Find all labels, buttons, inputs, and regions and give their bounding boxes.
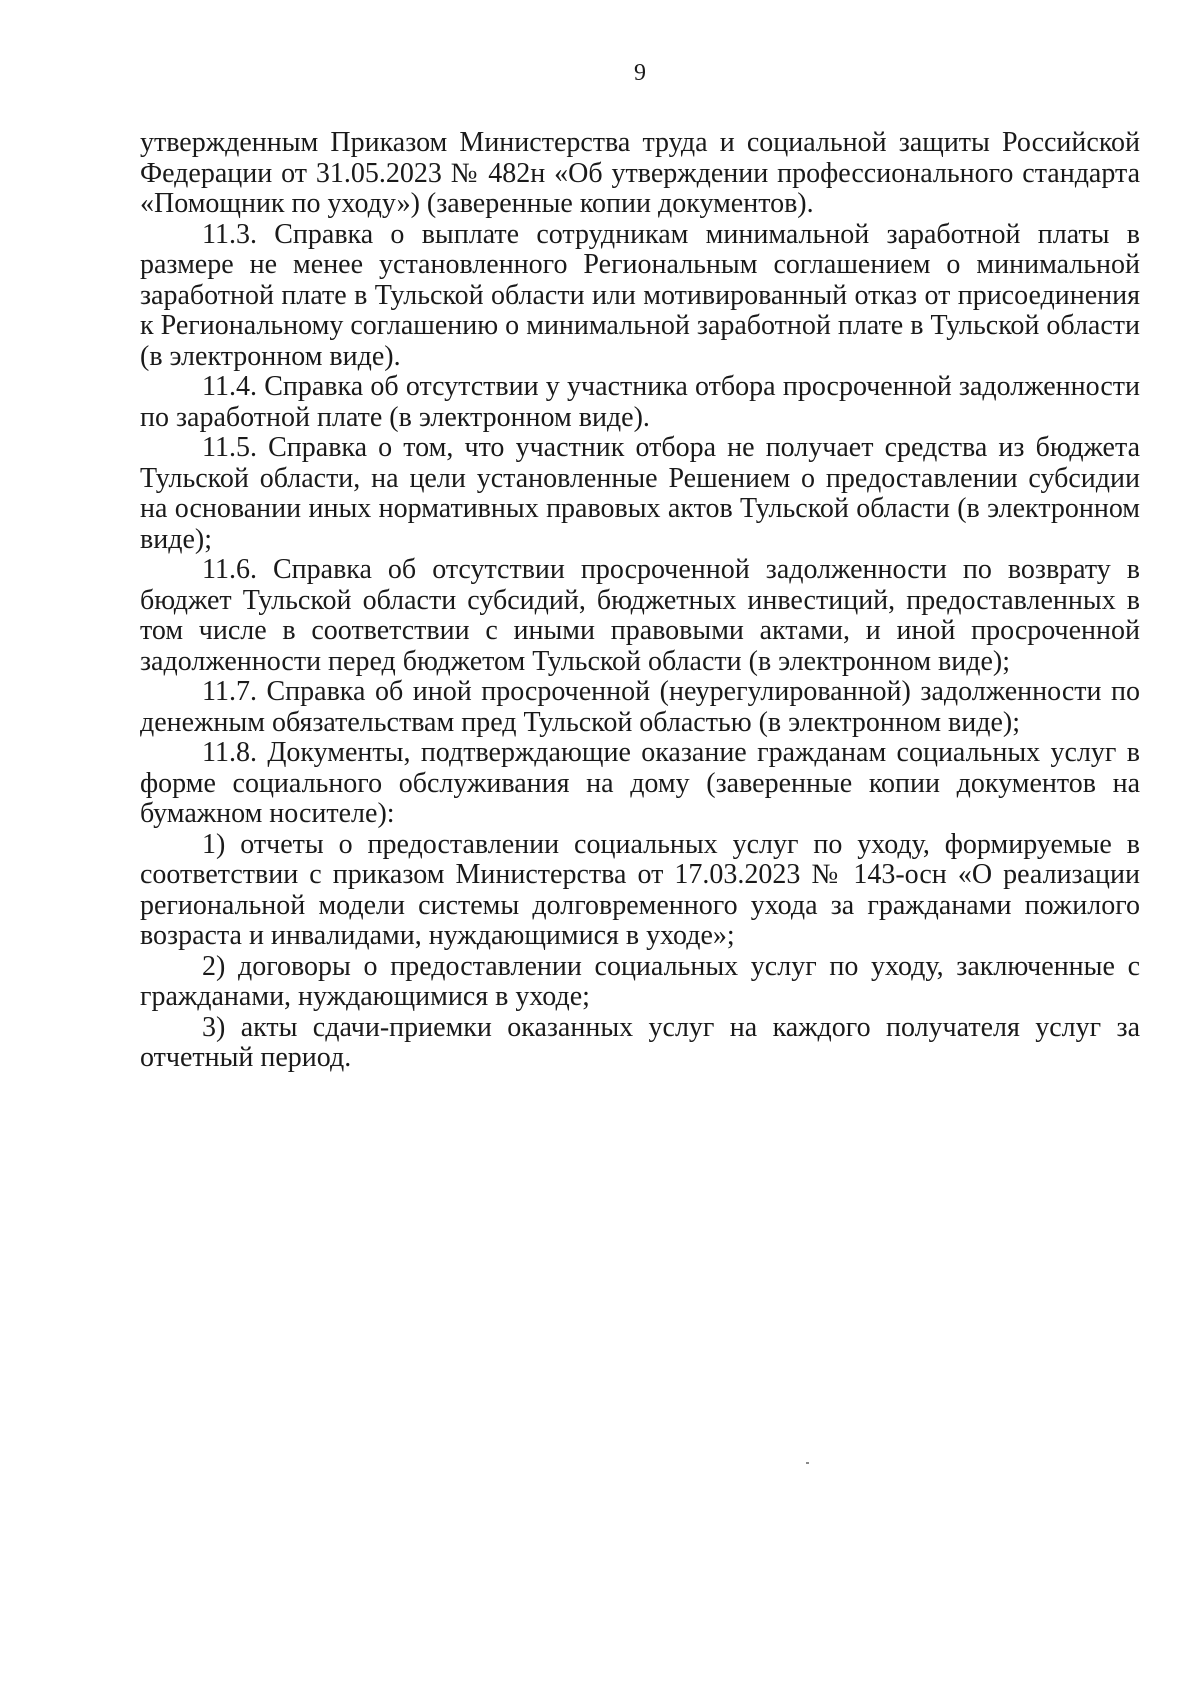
paragraph-11-7: 11.7. Справка об иной просроченной (неурегулированной) задолженности по денежным обязательствам пред Тульской областью (в электронном виде); bbox=[140, 676, 1140, 738]
paragraph-continuation: утвержденным Приказом Министерства труда и социальной защиты Российской Федерации от 31.05.2023 № 482н «Об утверждении профессионального стандарта «Помощник по уходу») (заверенные копии документов). bbox=[140, 127, 1140, 219]
paragraph-11-8: 11.8. Документы, подтверждающие оказание гражданам социальных услуг в форме социального обслуживания на дому (заверенные копии документов на бумажном носителе): bbox=[140, 737, 1140, 829]
list-item-1: 1) отчеты о предоставлении социальных услуг по уходу, формируемые в соответствии с приказом Министерства от 17.03.2023 № 143-осн «О реализации региональной модели системы долговременного ухода за гражданами пожилого возраста и инвалидами, нуждающимися в уходе»; bbox=[140, 828, 1140, 951]
paragraph-11-5: 11.5. Справка о том, что участник отбора не получает средства из бюджета Тульской области, на цели установленные Решением о предоставлении субсидии на основании иных нормативных правовых актов Тульской области (в электронном виде); bbox=[140, 432, 1140, 555]
list-item-2: 2) договоры о предоставлении социальных услуг по уходу, заключенные с гражданами, нуждающимися в уходе; bbox=[140, 950, 1140, 1012]
paragraph-11-6: 11.6. Справка об отсутствии просроченной задолженности по возврату в бюджет Тульской области субсидий, бюджетных инвестиций, предоставленных в том числе в соответствии с иными правовыми актами, и иной просроченной задолженности перед бюджетом Тульской области (в электронном виде); bbox=[140, 554, 1140, 677]
paragraph-11-3: 11.3. Справка о выплате сотрудникам минимальной заработной платы в размере не менее установленного Региональным соглашением о минимальной заработной плате в Тульской области или мотивированный отказ от присоединения к Региональному соглашению о минимальной заработной плате в Тульской области (в электронном виде). bbox=[140, 218, 1140, 372]
paragraph-11-4: 11.4. Справка об отсутствии у участника отбора просроченной задолженности по заработной плате (в электронном виде). bbox=[140, 371, 1140, 433]
scan-speck bbox=[806, 1462, 809, 1464]
page-number: 9 bbox=[634, 60, 646, 86]
list-item-3: 3) акты сдачи-приемки оказанных услуг на каждого получателя услуг за отчетный период. bbox=[140, 1011, 1140, 1073]
document-body bbox=[140, 128, 1140, 1074]
